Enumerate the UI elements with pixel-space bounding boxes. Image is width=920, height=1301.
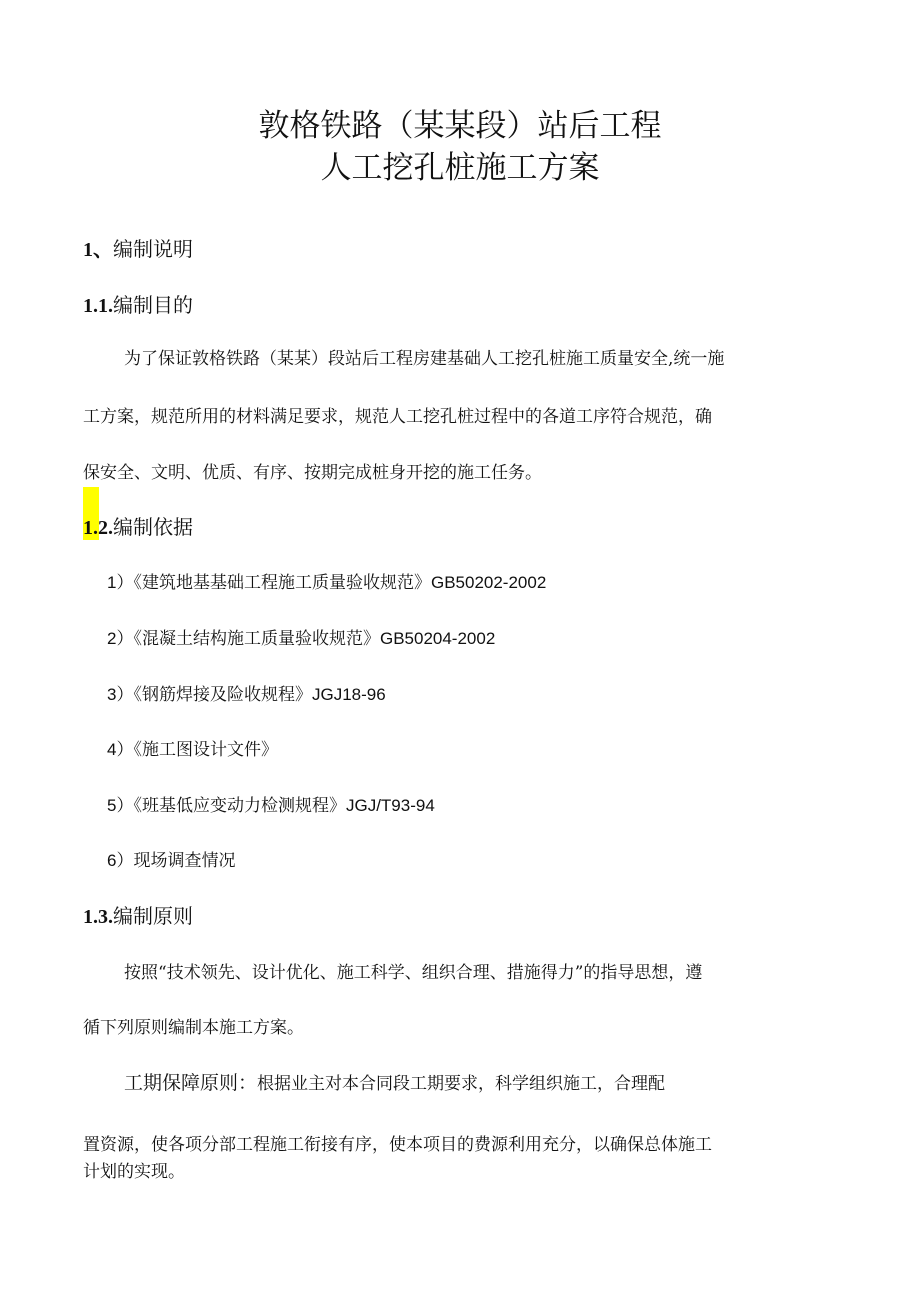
document-title-line1: 敦格铁路（某某段）站后工程 bbox=[258, 108, 662, 144]
list-item bbox=[107, 735, 278, 760]
principle-paragraph bbox=[124, 1068, 665, 1095]
section-1-2-heading bbox=[83, 511, 193, 540]
section-1-1-heading bbox=[83, 289, 193, 318]
section-title: 编制说明 bbox=[113, 237, 193, 261]
list-item bbox=[107, 791, 435, 816]
section-title: 编制原则 bbox=[113, 904, 193, 928]
list-item bbox=[107, 568, 546, 593]
section-number: 1.1. bbox=[83, 295, 113, 317]
paragraph-line: 工方案，规范所用的材料满足要求，规范人工挖孔桩过程中的各道工序符合规范，确 bbox=[83, 407, 712, 427]
paragraph-line: 置资源，使各项分部工程施工衔接有序，使本项目的费源利用充分，以确保总体施工 bbox=[83, 1135, 712, 1155]
list-item bbox=[107, 846, 235, 871]
section-1-heading bbox=[83, 233, 193, 262]
list-index: 5） bbox=[107, 796, 134, 815]
section-number: 1.2. bbox=[83, 517, 113, 539]
paragraph-line: 保安全、文明、优质、有序、按期完成桩身开挖的施工任务。 bbox=[83, 463, 542, 483]
principle-label: 工期保障原则： bbox=[124, 1072, 258, 1094]
list-index: 2） bbox=[107, 629, 134, 648]
paragraph-line: 按照“技术领先、设计优化、施工科学、组织合理、措施得力”的指导思想，遵 bbox=[124, 963, 703, 983]
list-index: 6） bbox=[107, 851, 134, 870]
section-title: 编制依据 bbox=[113, 515, 193, 539]
principle-text: 根据业主对本合同段工期要求，科学组织施工，合理配 bbox=[257, 1074, 666, 1094]
list-index: 1） bbox=[107, 573, 134, 592]
list-item bbox=[107, 680, 386, 705]
standard-code: JGJ/T93-94 bbox=[345, 796, 435, 815]
list-text: 《钢筋焊接及险收规程》 bbox=[133, 685, 312, 705]
paragraph-line: 计划的实现。 bbox=[83, 1162, 185, 1182]
list-text: 《班基低应变动力检测规程》 bbox=[133, 796, 346, 816]
standard-code: GB50204-2002 bbox=[379, 629, 496, 648]
document-title-line2: 人工挖孔桩施工方案 bbox=[320, 150, 600, 186]
paragraph-line: 循下列原则编制本施工方案。 bbox=[83, 1018, 304, 1038]
paragraph-line: 为了保证敦格铁路（某某）段站后工程房建基础人工挖孔桩施工质量安全,统一施 bbox=[124, 349, 725, 369]
standard-code: JGJ18-96 bbox=[311, 685, 386, 704]
list-item bbox=[107, 624, 495, 649]
section-number: 1、 bbox=[83, 239, 113, 261]
standard-code: GB50202-2002 bbox=[430, 573, 547, 592]
list-text: 现场调查情况 bbox=[133, 851, 236, 871]
section-number: 1.3. bbox=[83, 906, 113, 928]
section-title: 编制目的 bbox=[113, 293, 193, 317]
list-index: 4） bbox=[107, 740, 134, 759]
list-text: 《混凝土结构施工质量验收规范》 bbox=[133, 629, 380, 649]
list-text: 《建筑地基基础工程施工质量验收规范》 bbox=[133, 573, 431, 593]
list-text: 《施工图设计文件》 bbox=[133, 740, 278, 760]
list-index: 3） bbox=[107, 685, 134, 704]
section-1-3-heading bbox=[83, 900, 193, 929]
